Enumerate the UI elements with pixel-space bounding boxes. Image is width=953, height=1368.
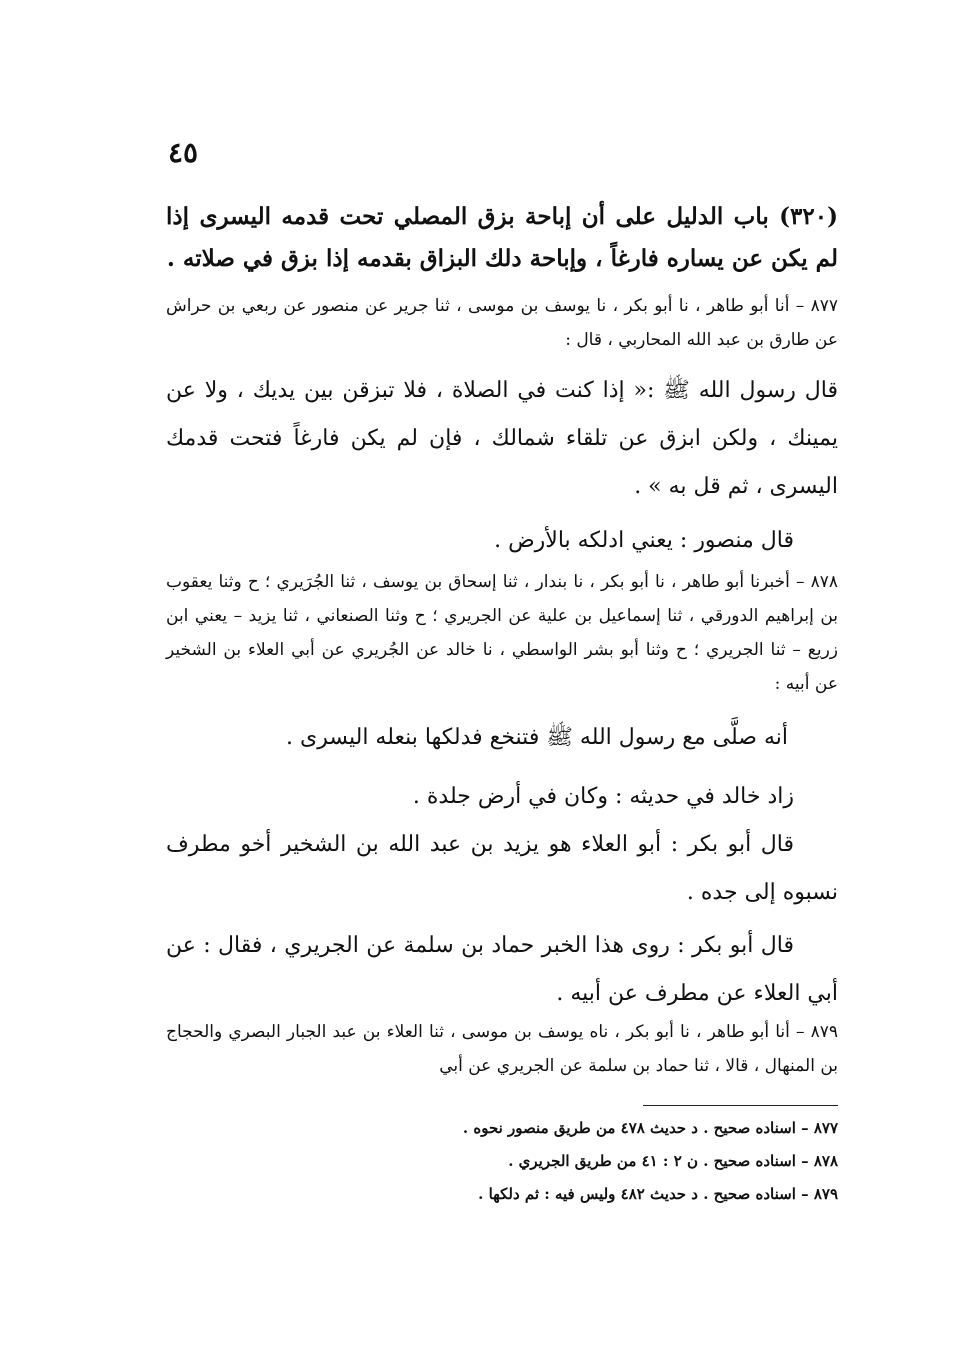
hadith-878-note-1: زاد خالد في حديثه : وكان في أرض جلدة . bbox=[412, 784, 794, 809]
hadith-878-note-3: قال أبو بكر : روى هذا الخبر حماد بن سلمة عن الجريري ، فقال : عن أبي العلاء عن مطرف عن أبيه . bbox=[166, 933, 838, 1006]
footnote-877: ٨٧٧ – اسناده صحيح . د حديث ٤٧٨ من طريق منصور نحوه . bbox=[462, 1119, 838, 1137]
hadith-878-note-2: قال أبو بكر : أبو العلاء هو يزيد بن عبد الله بن الشخير أخو مطرف نسبوه إلى جده . bbox=[166, 832, 838, 905]
hadith-877-note: قال منصور : يعني ادلكه بالأرض . bbox=[494, 528, 794, 553]
footnote-878: ٨٧٨ – اسناده صحيح . ن ٢ : ٤١ من طريق الجريري . bbox=[508, 1152, 838, 1170]
chapter-heading: (٣٢٠) باب الدليل على أن إباحة بزق المصلي تحت قدمه اليسرى إذا لم يكن عن يساره فارغاً ، وإباحة دلك البزاق بقدمه إذا بزق في صلاته . bbox=[166, 203, 838, 272]
hadith-878-isnad: ٨٧٨ – أخبرنا أبو طاهر ، نا أبو بكر ، نا بندار ، ثنا إسحاق بن يوسف ، ثنا الجُرَيري ؛ ح وثنا يعقوب بن إبراهيم الدورقي ، ثنا إسماعيل بن علية عن الجريري ؛ ح وثنا الصنعاني ، ثنا يزيد – يعني ابن زريع – ثنا الجريري ؛ ح وثنا أبو بشر الواسطي ، نا خالد عن الجُريري عن أبي العلاء بن الشخير عن أبيه : bbox=[166, 572, 838, 694]
hadith-878-matn: أنه صلَّى مع رسول الله ﷺ فتنخع فدلكها بنعله اليسرى . bbox=[286, 725, 788, 750]
footnote-divider bbox=[643, 1105, 838, 1106]
hadith-879-isnad: ٨٧٩ – أنا أبو طاهر ، نا أبو بكر ، ناه يوسف بن موسى ، ثنا العلاء بن عبد الجبار البصري والحجاج بن المنهال ، قالا ، ثنا حماد بن سلمة عن الجريري عن أبي bbox=[166, 1022, 838, 1076]
hadith-877-isnad: ٨٧٧ – أنا أبو طاهر ، نا أبو بكر ، نا يوسف بن موسى ، ثنا جرير عن منصور عن ربعي بن حراش عن طارق بن عبد الله المحاربي ، قال : bbox=[166, 296, 838, 350]
hadith-877-matn: قال رسول الله ﷺ :« إذا كنت في الصلاة ، فلا تبزقن بين يديك ، ولا عن يمينك ، ولكن ابزق عن تلقاء شمالك ، فإن لم يكن فارغاً فتحت قدمك اليسرى ، ثم قل به » . bbox=[166, 378, 838, 499]
page-number: ٤٥ bbox=[168, 136, 199, 169]
footnote-879: ٨٧٩ – اسناده صحيح . د حديث ٤٨٢ وليس فيه : ثم دلكها . bbox=[478, 1185, 838, 1203]
footnotes bbox=[166, 1112, 838, 1211]
